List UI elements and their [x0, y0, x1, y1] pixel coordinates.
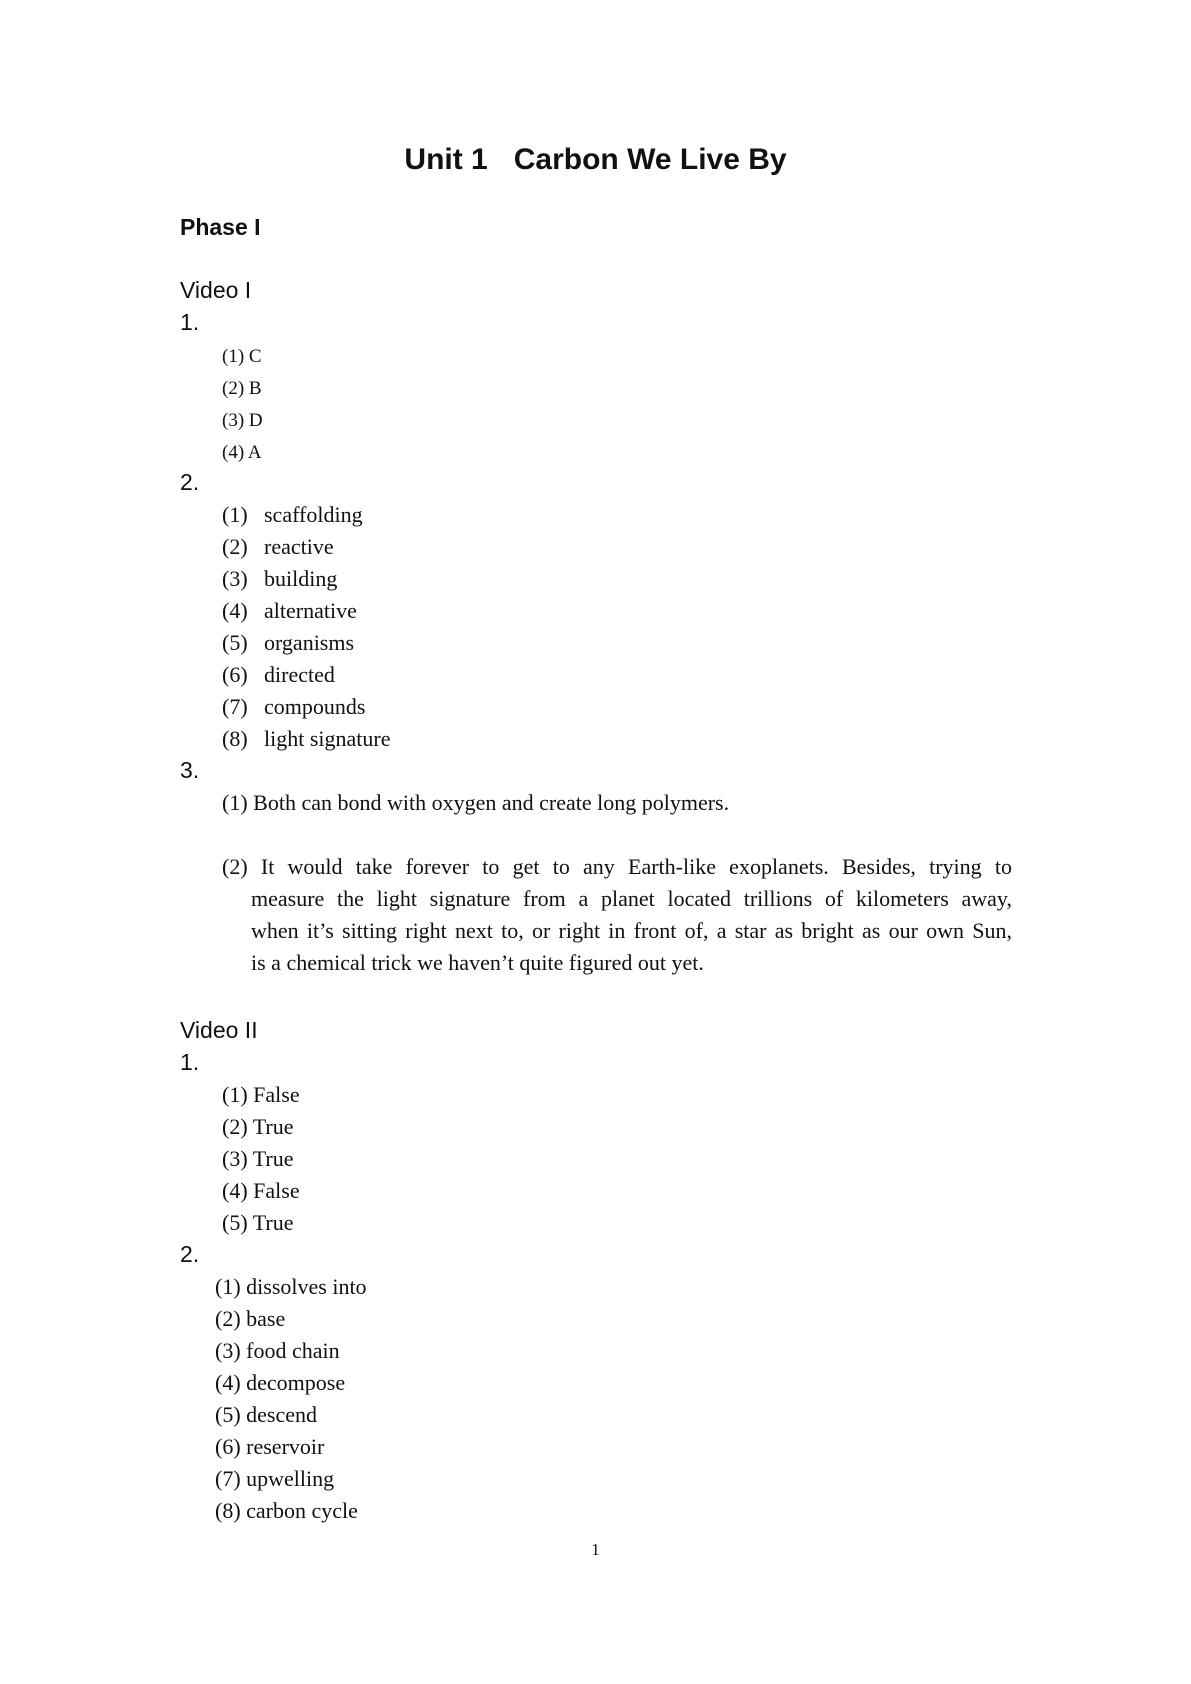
answer-paragraph-1: (1) Both can bond with oxygen and create long polymers.	[222, 790, 730, 815]
paragraph-line: when it’s sitting right next to, or right in front of, a star as bright as our own Sun,	[251, 918, 1012, 943]
item-text: compounds	[264, 694, 366, 719]
title-name: Carbon We Live By	[513, 143, 787, 176]
list-item: (3) D	[222, 410, 263, 431]
list-item: (1) C	[222, 346, 262, 367]
list-item	[222, 659, 335, 691]
list-item: (4) decompose	[215, 1370, 346, 1395]
item-text: alternative	[264, 598, 357, 623]
list-item: (2) True	[222, 1114, 294, 1139]
list-item: (7) upwelling	[215, 1466, 335, 1491]
list-item: (1) False	[222, 1082, 300, 1107]
item-text: directed	[264, 662, 335, 687]
list-item: (5) descend	[215, 1402, 318, 1427]
item-text: light signature	[264, 726, 391, 751]
phase-heading: Phase I	[180, 214, 261, 240]
list-item	[222, 691, 365, 723]
video-2-heading: Video II	[180, 1017, 258, 1043]
paragraph-line: measure the light signature from a planet located trillions of kilometers away,	[251, 886, 1012, 911]
list-item: (1) dissolves into	[215, 1274, 367, 1299]
answer-paragraph-2	[222, 851, 1012, 979]
list-item: (3) True	[222, 1146, 294, 1171]
list-item: (5) True	[222, 1210, 294, 1235]
video-1-question-1-number: 1.	[180, 309, 200, 335]
item-number: (7)	[222, 694, 248, 719]
paragraph-line: is a chemical trick we haven’t quite figured out yet.	[251, 950, 704, 975]
item-number: (4)	[222, 598, 248, 623]
list-item	[222, 723, 390, 755]
item-number: (6)	[222, 662, 248, 687]
video-1-question-2-number: 2.	[180, 469, 200, 495]
video-2-question-2-number: 2.	[180, 1241, 200, 1267]
video-1-heading: Video I	[180, 277, 252, 303]
item-number: (2)	[222, 534, 248, 559]
list-item: (3) food chain	[215, 1338, 340, 1363]
title-unit: Unit 1	[404, 143, 488, 176]
list-item	[222, 531, 334, 563]
item-number: (3)	[222, 566, 248, 591]
list-item: (2) B	[222, 378, 262, 399]
item-number: (5)	[222, 630, 248, 655]
item-number: (1)	[222, 502, 248, 527]
list-item: (2) base	[215, 1306, 286, 1331]
list-item	[222, 563, 337, 595]
item-text: building	[264, 566, 338, 591]
list-item: (4) False	[222, 1178, 300, 1203]
page-title	[0, 140, 1191, 180]
item-text: scaffolding	[264, 502, 363, 527]
item-number: (8)	[222, 726, 248, 751]
list-item: (6) reservoir	[215, 1434, 325, 1459]
item-text: organisms	[264, 630, 355, 655]
list-item: (8) carbon cycle	[215, 1498, 358, 1523]
item-text: reactive	[264, 534, 334, 559]
list-item: (4) A	[222, 442, 262, 463]
video-2-question-1-number: 1.	[180, 1049, 200, 1075]
list-item	[222, 627, 354, 659]
video-1-question-3-number: 3.	[180, 757, 200, 783]
list-item	[222, 595, 357, 627]
page-number: 1	[591, 1540, 600, 1559]
paragraph-line: (2) It would take forever to get to any Earth-like exoplanets. Besides, trying to	[222, 854, 1012, 879]
list-item	[222, 499, 363, 531]
